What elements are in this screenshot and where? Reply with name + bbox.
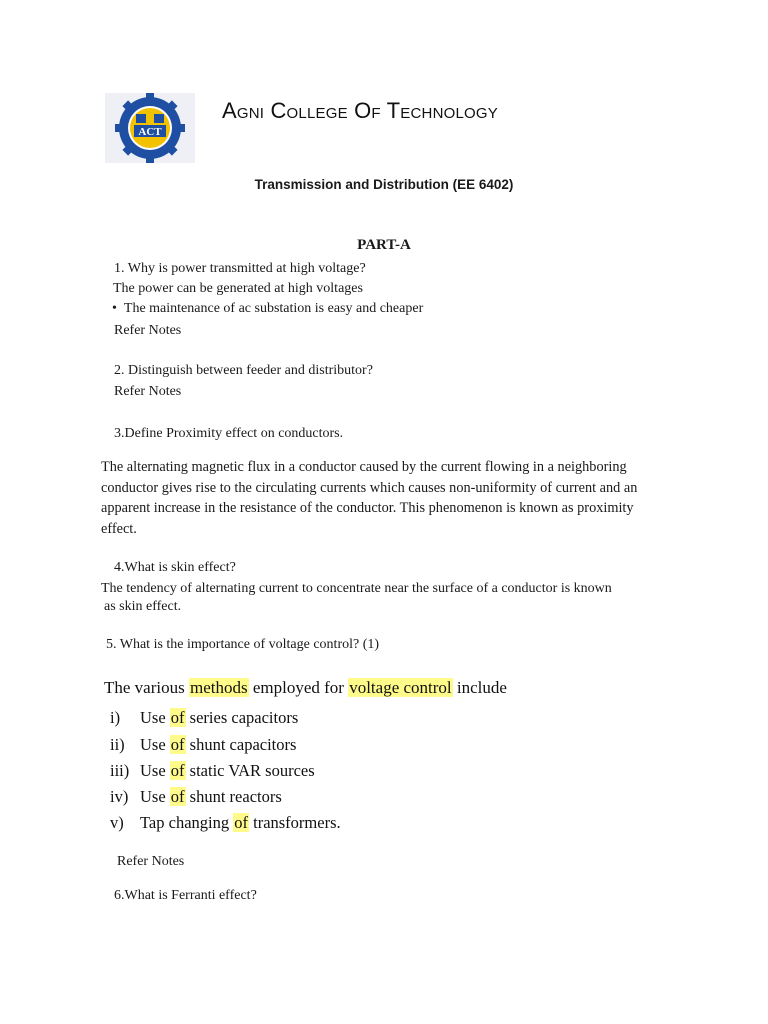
methods-intro: The various methods employed for voltage control include: [104, 678, 507, 697]
answer-1-bullet: [112, 299, 423, 319]
method-item: iv) Use of shunt reactors: [110, 787, 282, 807]
refer-notes-2: Refer Notes: [114, 384, 182, 399]
question-6: 6.What is Ferranti effect?: [114, 888, 257, 903]
method-item: iii) Use of static VAR sources: [110, 760, 315, 780]
college-name: Agni College Of Technology: [222, 98, 498, 123]
refer-notes-5: Refer Notes: [117, 854, 185, 869]
question-2: 2. Distinguish between feeder and distributor?: [114, 363, 373, 378]
answer-4-line-1: The tendency of alternating current to concentrate near the surface of a conductor is known: [101, 581, 612, 596]
answer-4-line-2: as skin effect.: [104, 599, 182, 614]
question-3: 3.Define Proximity effect on conductors.: [114, 426, 344, 441]
document-title: Transmission and Distribution (EE 6402): [254, 177, 514, 192]
method-item: ii) Use of shunt capacitors: [110, 734, 297, 754]
highlight-methods: methods: [189, 678, 248, 697]
logo-text: ACT: [138, 126, 162, 138]
college-logo: [105, 93, 195, 163]
refer-notes-1: Refer Notes: [114, 323, 182, 338]
answer-1-line: The power can be generated at high voltages: [113, 281, 363, 296]
question-1: 1. Why is power transmitted at high voltage?: [114, 261, 366, 276]
method-item: i) Use of series capacitors: [110, 708, 299, 728]
method-item: v) Tap changing of transformers.: [110, 813, 341, 833]
part-heading: PART-A: [357, 237, 411, 253]
question-4: 4.What is skin effect?: [114, 560, 236, 575]
answer-1-bullet-text: The maintenance of ac substation is easy and cheaper: [123, 301, 424, 316]
question-5: 5. What is the importance of voltage control? (1): [106, 637, 380, 652]
answer-3-paragraph: The alternating magnetic flux in a conductor caused by the current flowing in a neighboring conductor gives rise to the circulating currents which causes non-uniformity of current and an apparent increase in the resistance of the conductor. This phenomenon is known as proximity effect.: [101, 459, 638, 537]
highlight-voltage-control: voltage control: [349, 678, 452, 697]
bullet-icon: •: [112, 301, 117, 316]
voltage-control-methods: [104, 676, 564, 838]
